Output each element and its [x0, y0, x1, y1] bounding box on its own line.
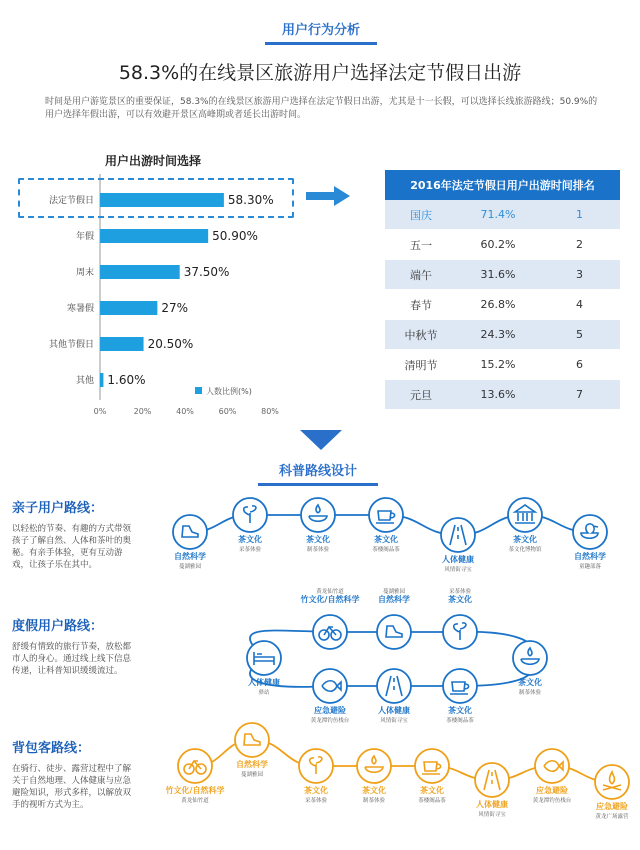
- ranking-cell-pct: 13.6%: [457, 380, 539, 410]
- route-node-label: 茶文化: [306, 535, 330, 544]
- route-node-label: 茶文化: [448, 706, 472, 715]
- ranking-cell-name: 端午: [385, 260, 457, 290]
- route-node-circle: [535, 749, 569, 783]
- bar-value-label: 37.50%: [183, 265, 230, 279]
- x-tick-label: 20%: [133, 407, 152, 415]
- route-node-circle: [415, 749, 449, 783]
- route-node-circle: [313, 669, 347, 703]
- route-node: [301, 498, 335, 553]
- route-node-sublabel: 黄龙仙竹道: [181, 798, 209, 804]
- route-title-backpacker: 背包客路线：: [12, 741, 91, 756]
- route-node: [166, 749, 225, 804]
- legend-label: 人数比例(%): [206, 387, 252, 396]
- category-label: 法定节假日: [48, 196, 94, 206]
- ranking-cell-rank: 3: [539, 260, 620, 290]
- route-node: [443, 669, 477, 724]
- route-node-circle: [173, 515, 207, 549]
- route-node: [475, 763, 509, 818]
- route-node-label: 人体健康: [248, 678, 280, 687]
- route-node-sublabel: 黄龙仙竹道: [316, 589, 344, 595]
- route-node-sublabel: 茶楼阁品茶: [372, 547, 400, 553]
- route-diagram-0: [173, 498, 607, 573]
- ranking-cell-pct: 26.8%: [457, 290, 539, 320]
- route-node: [357, 749, 391, 804]
- ranking-cell-rank: 1: [539, 200, 620, 230]
- route-node: [377, 669, 411, 724]
- route-node-sublabel: 蔓湖雅园: [178, 564, 202, 570]
- route-node-circle: [357, 749, 391, 783]
- route-title-vacation: 度假用户路线：: [12, 619, 104, 634]
- route-node: [441, 518, 475, 573]
- route-node-sublabel: 风情街寻宝: [478, 812, 506, 818]
- ranking-cell-rank: 2: [539, 230, 620, 260]
- route-node-label: 茶文化: [513, 535, 537, 544]
- ranking-cell-rank: 7: [539, 380, 620, 410]
- route-desc-vacation: 舒缓有情致的旅行节奏，放松都市人的身心。通过线上线下信息传递，让科普知识缓缓流过。: [12, 642, 132, 676]
- route-node: [595, 765, 629, 820]
- route-node-circle: [595, 765, 629, 799]
- route-node-circle: [178, 749, 212, 783]
- route-node: [299, 749, 333, 804]
- route-title-family: 亲子用户路线：: [12, 501, 104, 516]
- route-node-sublabel: 茶文化博物馆: [508, 547, 542, 553]
- route-node-sublabel: 黄龙广场露营: [595, 814, 629, 820]
- route-diagram-1: [247, 587, 547, 724]
- ranking-cell-name: 国庆: [385, 200, 457, 230]
- category-label: 周末: [75, 268, 94, 278]
- route-node-circle: [508, 498, 542, 532]
- category-label: 其他: [75, 376, 94, 386]
- bar-value-label: 1.60%: [107, 373, 146, 387]
- route-node-label: 自然科学: [236, 760, 268, 769]
- section-title-route-design: 科普路线设计: [258, 461, 378, 486]
- route-node: [233, 498, 267, 553]
- route-node-sublabel: 黄龙潭钓鱼栈台: [310, 718, 350, 724]
- route-node-sublabel: 风情街寻宝: [444, 567, 472, 573]
- route-node-label: 茶文化: [304, 786, 328, 795]
- route-node-sublabel: 蔓湖雅园: [240, 772, 264, 778]
- ranking-cell-name: 清明节: [385, 350, 457, 380]
- route-node-circle: [443, 669, 477, 703]
- route-node-circle: [235, 723, 269, 757]
- route-node: [247, 641, 281, 696]
- category-label: 其他节假日: [48, 340, 94, 350]
- route-node-circle: [573, 515, 607, 549]
- ranking-cell-rank: 6: [539, 350, 620, 380]
- route-node: [513, 641, 547, 696]
- intro-paragraph: 时间是用户游览景区的重要保证，58.3%的在线景区旅游用户选择在法定节假日出游，尤其是十一长假，可以选择长线旅游路线；50.9%的用户选择年假出游，可以有效避开景区高峰期或者延长出游时间。: [45, 97, 598, 120]
- route-node-label: 自然科学: [574, 552, 606, 561]
- route-node: [533, 749, 572, 804]
- ranking-cell-name: 中秋节: [385, 320, 457, 350]
- x-tick-label: 80%: [261, 407, 279, 415]
- route-node-label: 竹文化/自然科学: [300, 595, 360, 604]
- ranking-cell-pct: 31.6%: [457, 260, 539, 290]
- route-node-sublabel: 茶楼阁品茶: [418, 798, 446, 804]
- route-node: [443, 587, 477, 649]
- ranking-cell-rank: 4: [539, 290, 620, 320]
- route-node-label: 茶文化: [374, 535, 398, 544]
- ranking-cell-name: 春节: [385, 290, 457, 320]
- route-node-label: 自然科学: [378, 595, 410, 604]
- route-node-sublabel: 制茶体验: [362, 798, 386, 804]
- route-node-label: 茶文化: [448, 595, 472, 604]
- ranking-cell-pct: 15.2%: [457, 350, 539, 380]
- bar-value-label: 50.90%: [212, 229, 258, 243]
- route-node-sublabel: 童趣部落: [578, 564, 602, 570]
- route-node-label: 茶文化: [420, 786, 444, 795]
- route-node-sublabel: 采茶体验: [238, 547, 262, 553]
- route-node-sublabel: 制茶体验: [306, 547, 330, 553]
- route-node-sublabel: 采茶体验: [304, 798, 328, 804]
- route-node-label: 人体健康: [378, 706, 410, 715]
- route-node-sublabel: 茶楼阁品茶: [446, 718, 474, 724]
- ranking-cell-pct: 24.3%: [457, 320, 539, 350]
- route-node: [301, 587, 360, 649]
- route-desc-family: 以轻松的节奏、有趣的方式带领孩子了解自然、人体和茶叶的奥秘。有亲手体验，更有互动游戏，让孩子乐在其中。: [12, 524, 132, 570]
- route-node: [235, 723, 269, 778]
- route-node-sublabel: 黄龙潭钓鱼栈台: [532, 798, 572, 804]
- route-node-label: 应急避险: [596, 802, 628, 811]
- route-node-label: 人体健康: [442, 555, 474, 564]
- route-node-sublabel: 风情街寻宝: [380, 718, 408, 724]
- route-node: [573, 515, 607, 570]
- chart-title: 用户出游时间选择: [105, 154, 202, 168]
- route-node-circle: [513, 641, 547, 675]
- ranking-table-title: 2016年法定节假日用户出游时间排名: [385, 170, 620, 200]
- bar-value-label: 20.50%: [147, 337, 194, 351]
- route-node: [173, 515, 207, 570]
- category-label: 寒暑假: [66, 304, 94, 314]
- route-node: [377, 587, 411, 649]
- route-node-label: 应急避险: [314, 706, 346, 715]
- section-tab-user-behavior: 用户行为分析: [265, 20, 377, 45]
- ranking-cell-rank: 5: [539, 320, 620, 350]
- route-node-sublabel: 驿站: [258, 690, 270, 696]
- route-node-circle: [377, 615, 411, 649]
- route-node-circle: [369, 498, 403, 532]
- ranking-cell-pct: 60.2%: [457, 230, 539, 260]
- route-node: [311, 669, 350, 724]
- route-node-label: 茶文化: [362, 786, 386, 795]
- route-node: [369, 498, 403, 553]
- ranking-cell-name: 元旦: [385, 380, 457, 410]
- category-label: 年假: [75, 232, 94, 242]
- route-node-label: 应急避险: [536, 786, 568, 795]
- route-node-sublabel: 蔓湖雅园: [382, 589, 406, 595]
- x-tick-label: 60%: [218, 407, 237, 415]
- ranking-cell-name: 五一: [385, 230, 457, 260]
- route-desc-backpacker: 在骑行、徒步、露营过程中了解关于自然地理、人体健康与应急避险知识，形式多样，以解放双手的视听方式为主。: [12, 764, 132, 810]
- bar-value-label: 58.30%: [227, 193, 274, 207]
- route-node: [508, 498, 542, 553]
- route-node-sublabel: 采茶体验: [448, 589, 472, 595]
- x-tick-label: 0%: [93, 407, 107, 415]
- bar-value-label: 27%: [161, 301, 189, 315]
- page-headline: 58.3%的在线景区旅游用户选择法定节假日出游: [118, 62, 522, 84]
- route-node-label: 茶文化: [518, 678, 542, 687]
- route-node-sublabel: 制茶体验: [518, 690, 542, 696]
- route-node: [415, 749, 449, 804]
- route-node-label: 自然科学: [174, 552, 206, 561]
- route-node-circle: [313, 615, 347, 649]
- route-node-circle: [247, 641, 281, 675]
- route-node-label: 人体健康: [476, 800, 508, 809]
- route-node-label: 竹文化/自然科学: [165, 786, 225, 795]
- ranking-cell-pct: 71.4%: [457, 200, 539, 230]
- route-diagram-2: [166, 723, 629, 820]
- route-node-label: 茶文化: [238, 535, 262, 544]
- route-node-circle: [301, 498, 335, 532]
- x-tick-label: 40%: [176, 407, 194, 415]
